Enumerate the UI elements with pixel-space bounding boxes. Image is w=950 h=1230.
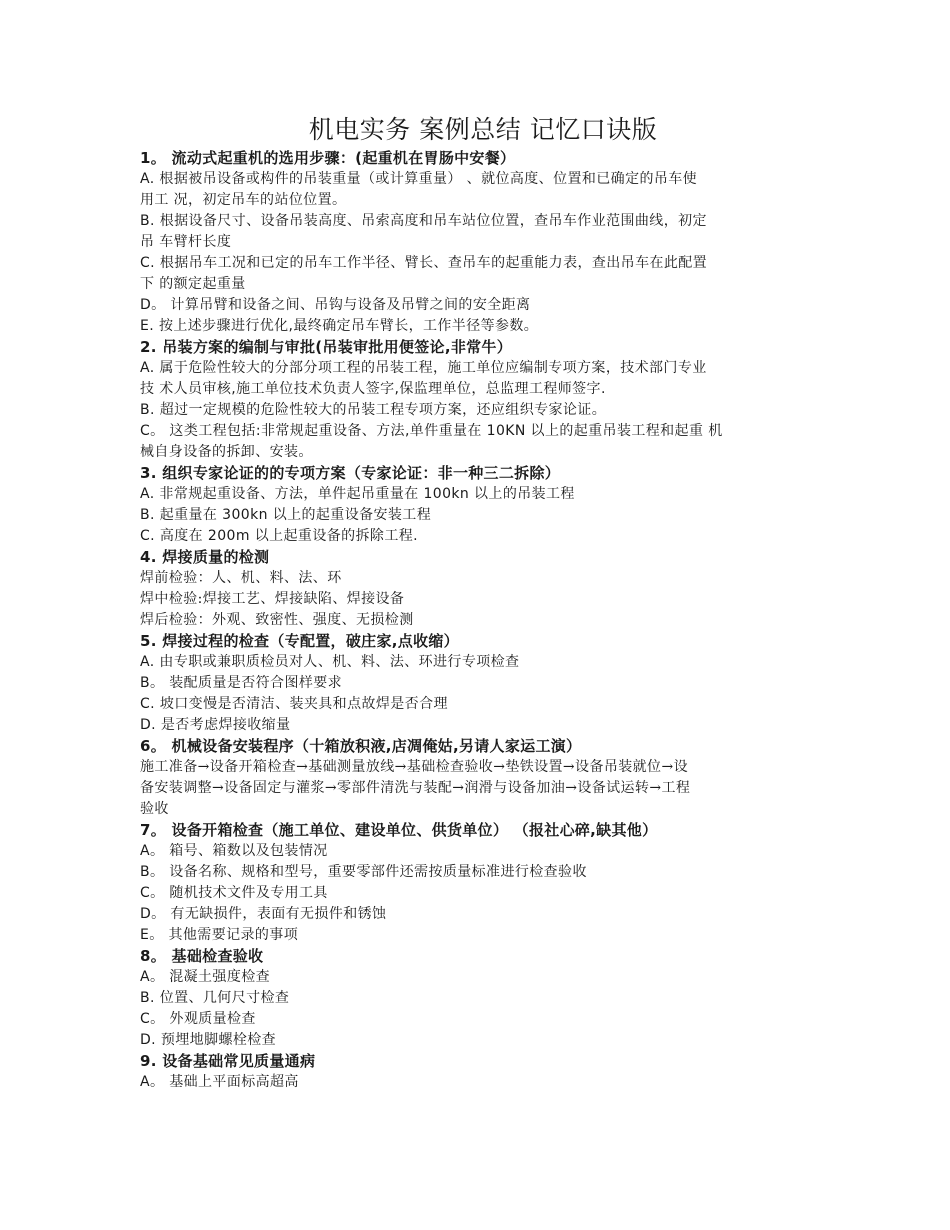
section-5 bbox=[140, 631, 812, 736]
section-line: A. 非常规起重设备、方法，单件起吊重量在 100kn 以上的吊装工程 bbox=[140, 486, 575, 502]
section-line: C。 随机技术文件及专用工具 bbox=[140, 885, 328, 901]
section-line: 施工准备→设备开箱检查→基础测量放线→基础检查验收→垫铁设置→设备吊装就位→设 bbox=[140, 759, 688, 775]
section-line: 用工 况，初定吊车的站位位置。 bbox=[140, 192, 347, 208]
section-line: C. 高度在 200m 以上起重设备的拆除工程. bbox=[140, 528, 418, 544]
section-7 bbox=[140, 820, 812, 946]
section-line: B。 装配质量是否符合图样要求 bbox=[140, 675, 343, 691]
section-heading: 9. 设备基础常见质量通病 bbox=[140, 1052, 316, 1070]
section-line: A。 箱号、箱数以及包装情况 bbox=[140, 843, 328, 859]
section-heading: 1。 流动式起重机的选用步骤：(起重机在胃肠中安餐） bbox=[140, 149, 516, 167]
section-8 bbox=[140, 946, 812, 1051]
section-line: B。 设备名称、规格和型号，重要零部件还需按质量标准进行检查验收 bbox=[140, 864, 587, 880]
section-3 bbox=[140, 463, 812, 547]
section-line: D. 是否考虑焊接收缩量 bbox=[140, 717, 291, 733]
section-line: 备安装调整→设备固定与灌浆→零部件清洗与装配→润滑与设备加油→设备试运转→工程 bbox=[140, 780, 691, 796]
section-4 bbox=[140, 547, 812, 631]
section-line: 焊后检验：外观、致密性、强度、无损检测 bbox=[140, 612, 414, 628]
section-line: 下 的额定起重量 bbox=[140, 276, 246, 292]
section-line: A。 基础上平面标高超高 bbox=[140, 1074, 299, 1090]
section-line: 吊 车臂杆长度 bbox=[140, 234, 232, 250]
section-heading: 6。 机械设备安装程序（十箱放积液,店凋俺姑,另请人家运工演） bbox=[140, 737, 582, 755]
section-9 bbox=[140, 1051, 812, 1093]
section-heading: 3. 组织专家论证的的专项方案（专家论证：非一种三二拆除） bbox=[140, 464, 561, 482]
section-heading: 5. 焊接过程的检查（专配置，破庄家,点收缩） bbox=[140, 632, 459, 650]
section-line: B. 起重量在 300kn 以上的起重设备安装工程 bbox=[140, 507, 432, 523]
section-line: C。 这类工程包括:非常规起重设备、方法,单件重量在 10KN 以上的起重吊装工程和起重 机 bbox=[140, 423, 723, 439]
section-line: 验收 bbox=[140, 801, 169, 817]
section-line: A. 属于危险性较大的分部分项工程的吊装工程，施工单位应编制专项方案，技术部门专业 bbox=[140, 360, 707, 376]
section-line: E. 按上述步骤进行优化,最终确定吊车臂长，工作半径等参数。 bbox=[140, 318, 539, 334]
section-6 bbox=[140, 736, 812, 820]
section-line: C. 根据吊车工况和已定的吊车工作半径、臂长、查吊车的起重能力表，查出吊车在此配置 bbox=[140, 255, 708, 271]
section-heading: 7。 设备开箱检查（施工单位、建设单位、供货单位） （报社心碎,缺其他） bbox=[140, 821, 658, 839]
section-heading: 2. 吊装方案的编制与审批(吊装审批用便签论,非常牛） bbox=[140, 338, 513, 356]
section-1 bbox=[140, 148, 812, 337]
section-line: A。 混凝土强度检查 bbox=[140, 969, 271, 985]
section-line: 焊前检验：人、机、料、法、环 bbox=[140, 570, 342, 586]
section-line: D. 预埋地脚螺栓检查 bbox=[140, 1032, 277, 1048]
section-line: C. 坡口变慢是否清洁、装夹具和点故焊是否合理 bbox=[140, 696, 448, 712]
section-line: D。 计算吊臂和设备之间、吊钩与设备及吊臂之间的安全距离 bbox=[140, 297, 531, 313]
section-line: A. 根据被吊设备或构件的吊装重量（或计算重量） 、就位高度、位置和已确定的吊车使 bbox=[140, 171, 698, 187]
document-title: 机电实务 案例总结 记忆口诀版 bbox=[308, 115, 658, 144]
document-body bbox=[140, 148, 812, 1093]
section-line: C。 外观质量检查 bbox=[140, 1011, 256, 1027]
section-heading: 4. 焊接质量的检测 bbox=[140, 548, 270, 566]
section-line: 技 术人员审核,施工单位技术负责人签字,保监理单位，总监理工程师签字. bbox=[140, 381, 606, 397]
section-heading: 8。 基础检查验收 bbox=[140, 947, 264, 965]
section-line: 焊中检验:焊接工艺、焊接缺陷、焊接设备 bbox=[140, 591, 405, 607]
section-2 bbox=[140, 337, 812, 463]
section-line: B. 位置、几何尺寸检查 bbox=[140, 990, 290, 1006]
section-line: B. 根据设备尺寸、设备吊装高度、吊索高度和吊车站位位置，查吊车作业范围曲线，初定 bbox=[140, 213, 707, 229]
section-line: E。 其他需要记录的事项 bbox=[140, 927, 299, 943]
section-line: B. 超过一定规模的危险性较大的吊装工程专项方案，还应组织专家论证。 bbox=[140, 402, 607, 418]
section-line: D。 有无缺损件，表面有无损件和锈蚀 bbox=[140, 906, 387, 922]
section-line: 械自身设备的拆卸、安装。 bbox=[140, 444, 313, 460]
section-line: A. 由专职或兼职质检员对人、机、料、法、环进行专项检查 bbox=[140, 654, 520, 670]
